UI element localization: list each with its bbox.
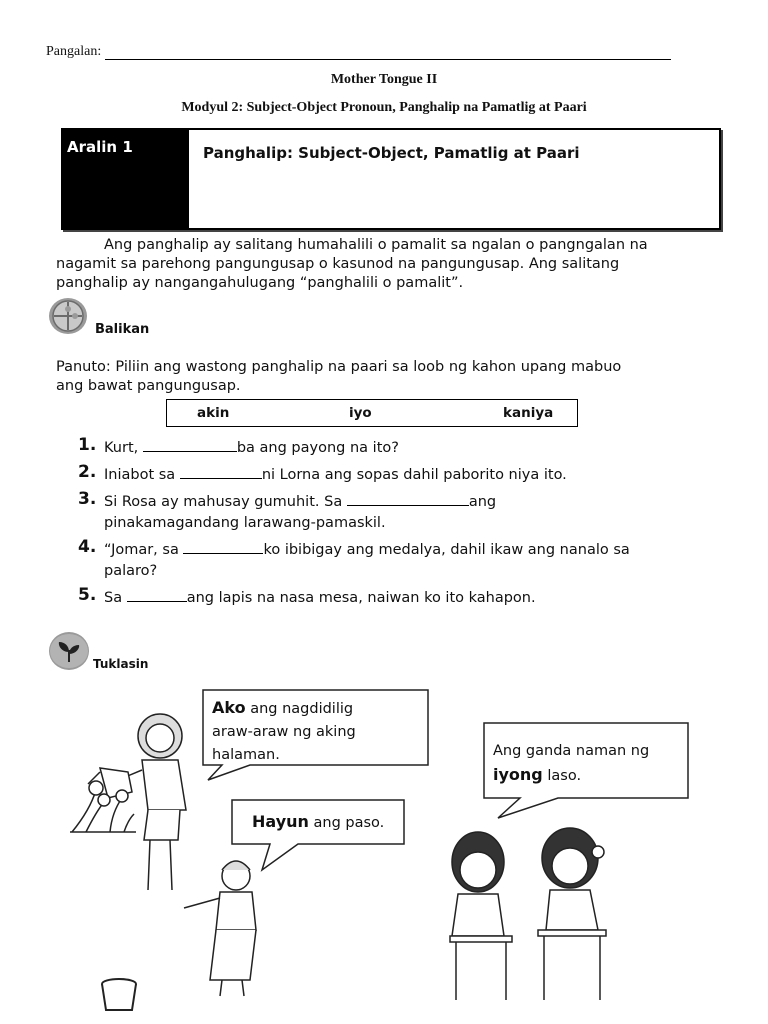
module-title: Modyul 2: Subject-Object Pronoun, Panghalip na Pamatlig at Paari	[181, 100, 587, 115]
bubble-2-text	[252, 810, 384, 835]
answer-blank[interactable]	[347, 490, 469, 506]
name-label: Pangalan:	[46, 44, 102, 59]
bubble-2-rest: ang paso.	[308, 815, 385, 831]
lesson-title: Panghalip: Subject-Object, Pamatlig at Paari	[203, 144, 580, 162]
exercise-list	[78, 436, 678, 613]
exercise-item	[78, 490, 678, 534]
item-text: ba ang payong na ito?	[236, 440, 399, 456]
bubble-1-bold: Ako	[212, 698, 246, 717]
item-number: 3.	[78, 489, 97, 509]
bubble-3-line: Ang ganda naman ng	[493, 743, 650, 759]
item-number: 2.	[78, 462, 97, 482]
bubble-3-bold: iyong	[493, 765, 543, 784]
bubble-3-text	[493, 740, 649, 788]
instruction	[56, 358, 676, 396]
item-text: ang	[468, 494, 497, 510]
instruction-line: ang bawat pangungusap.	[56, 378, 241, 394]
subject-title: Mother Tongue II	[330, 72, 438, 87]
dialogue-illustration	[0, 680, 768, 1024]
choices-box	[166, 399, 578, 427]
bubble-3-rest: laso.	[542, 768, 582, 784]
lesson-number: Aralin 1	[67, 138, 133, 156]
item-text: ang lapis na nasa mesa, naiwan ko ito kahapon.	[186, 590, 536, 606]
item-text: pinakamagandang larawang-pamaskil.	[104, 515, 386, 531]
item-number: 5.	[78, 585, 97, 605]
item-text: ni Lorna ang sopas dahil paborito niya ito.	[261, 467, 567, 483]
item-text: ko ibibigay ang medalya, dahil ikaw ang nanalo sa	[263, 542, 630, 558]
item-text: “Jomar, sa	[104, 542, 184, 558]
puzzle-icon	[49, 298, 87, 334]
name-line	[46, 44, 671, 60]
intro-line: Ang panghalip ay salitang humahalili o pamalit sa ngalan o pangngalan na	[104, 237, 648, 253]
name-blank[interactable]	[105, 45, 671, 60]
exercise-item	[78, 463, 678, 486]
answer-blank[interactable]	[183, 538, 263, 554]
intro-line: nagamit sa parehong pangungusap o kasunod na pangungusap. Ang salitang	[56, 256, 620, 272]
answer-blank[interactable]	[180, 463, 262, 479]
section-tuklasin-label: Tuklasin	[93, 657, 149, 671]
bubble-1-text	[212, 696, 356, 767]
item-text: Sa	[104, 590, 127, 606]
choice-word: iyo	[349, 405, 372, 421]
exercise-item	[78, 436, 678, 459]
girl-right-figure	[538, 828, 606, 1000]
item-text: palaro?	[104, 563, 158, 579]
item-text: Si Rosa ay mahusay gumuhit. Sa	[104, 494, 347, 510]
girl-left-figure	[450, 832, 512, 1000]
pointing-woman-figure	[184, 861, 256, 996]
lesson-box	[61, 128, 721, 230]
section-balikan-label: Balikan	[95, 322, 150, 337]
item-text: Iniabot sa	[104, 467, 180, 483]
answer-blank[interactable]	[143, 436, 237, 452]
choice-word: akin	[197, 405, 230, 421]
choice-word: kaniya	[503, 405, 554, 421]
lesson-number-panel	[63, 130, 189, 228]
instruction-line: Panuto: Piliin ang wastong panghalip na paari sa loob ng kahon upang mabuo	[56, 359, 622, 375]
answer-blank[interactable]	[127, 586, 187, 602]
intro-line: panghalip ay nangangahulugang “panghalili o pamalit”.	[56, 275, 464, 291]
exercise-item	[78, 538, 678, 582]
bubble-2-bold: Hayun	[252, 812, 309, 831]
sprout-icon	[49, 632, 89, 670]
bubble-1-line: araw-araw ng aking	[212, 724, 356, 740]
item-text: Kurt,	[104, 440, 143, 456]
bubble-1-line: halaman.	[212, 747, 280, 763]
item-number: 1.	[78, 435, 97, 455]
item-number: 4.	[78, 537, 97, 557]
bubble-1-rest: ang nagdidilig	[245, 701, 354, 717]
exercise-item	[78, 586, 678, 609]
flower-pot	[102, 979, 136, 1010]
intro-paragraph	[56, 236, 716, 293]
